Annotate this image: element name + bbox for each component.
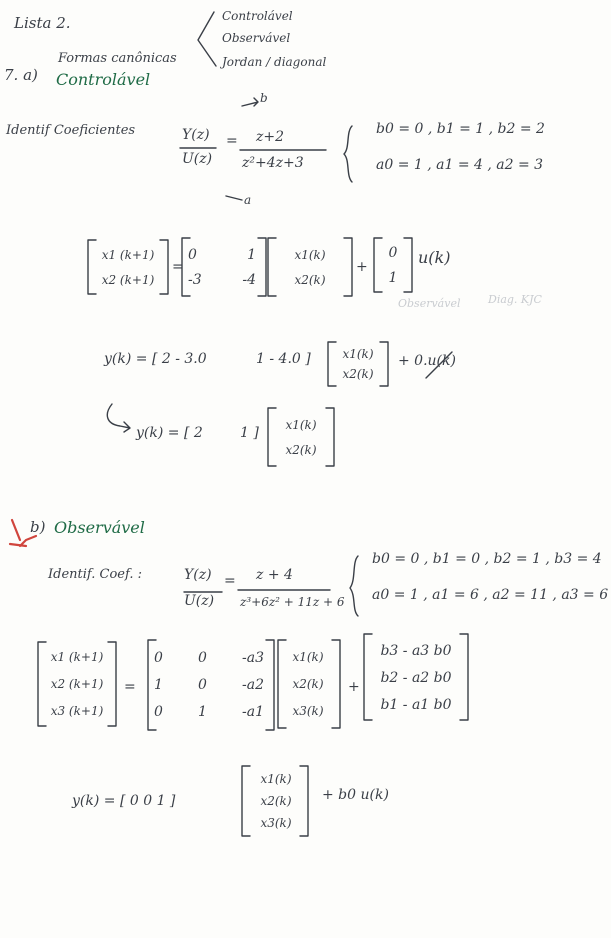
part-a-heading: Controlável: [56, 70, 151, 89]
tf-num-expr-a: z+2: [256, 129, 285, 145]
output-vector-b: x1(k) x2(k) x3(k): [260, 772, 292, 830]
b-vector-a: 0 1: [388, 244, 398, 286]
output-2-vector: x1(k) x2(k): [285, 417, 317, 457]
u-term-a: u(k): [418, 248, 451, 267]
tf-num-expr-b: z + 4: [256, 567, 293, 583]
coeffs-a-b: a0 = 1 , a1 = 6 , a2 = 11 , a3 = 6: [372, 587, 609, 603]
tf-num-label-b: Y(z): [184, 567, 212, 583]
coeffs-b-a: b0 = 0 , b1 = 1 , b2 = 2: [376, 121, 545, 137]
tf-den-expr-b: z³+6z² + 11z + 6: [240, 595, 345, 609]
annot-a: a: [244, 193, 252, 207]
page-title: Lista 2.: [14, 14, 71, 32]
output-1-mid: 1 - 4.0 ]: [256, 351, 311, 367]
a-matrix-b: 0 0 -a3 1 0 -a2 0 1 -a1: [154, 649, 264, 721]
header-brace: [198, 12, 216, 66]
brace-item-3: Jordan / diagonal: [222, 55, 327, 69]
x-vector-a: x1(k) x2(k): [294, 247, 326, 287]
equals-sign: =: [172, 259, 184, 275]
annot-b: b: [260, 91, 268, 105]
coeffs-a-a: a0 = 1 , a1 = 4 , a2 = 3: [376, 157, 544, 173]
output-1-lhs: y(k) = [ 2 - 3.0: [104, 351, 207, 367]
output-lhs-b: y(k) = [ 0 0 1 ]: [72, 793, 176, 809]
coeff-brace-a: [344, 126, 352, 182]
identify-label-b: Identif. Coef. :: [48, 567, 142, 582]
part-b-label: b): [30, 518, 46, 536]
output-rhs-b: + b0 u(k): [322, 787, 389, 803]
part-a-label: 7. a): [4, 66, 38, 84]
state-vector-b: x1 (k+1) x2 (k+1) x3 (k+1): [50, 650, 104, 718]
faded-text-right: Diag. KJC: [488, 293, 542, 306]
plus-sign: +: [348, 679, 360, 695]
plus-sign: +: [356, 259, 368, 275]
tf-den-label-b: U(z): [184, 593, 215, 609]
equals-sign: =: [124, 679, 136, 695]
tf-den-expr-a: z²+4z+3: [242, 155, 304, 171]
b-vector-b: b3 - a3 b0 b2 - a2 b0 b1 - a1 b0: [380, 643, 452, 713]
tf-num-label-a: Y(z): [182, 127, 210, 143]
brace-item-2: Observável: [222, 31, 291, 45]
identify-label-a: Identif Coeficientes: [6, 123, 136, 138]
output-1-rhs: + 0.u(k): [398, 353, 456, 369]
coeffs-b-b: b0 = 0 , b1 = 0 , b2 = 1 , b3 = 4: [372, 551, 602, 567]
brace-item-1: Controlável: [222, 9, 293, 23]
tf-den-label-a: U(z): [182, 151, 213, 167]
topic-label: Formas canônicas: [58, 51, 177, 66]
coeff-brace-b: [350, 556, 358, 616]
output-2-lhs: y(k) = [ 2: [136, 425, 203, 441]
part-b-heading: Observável: [54, 518, 145, 537]
x-vector-b: x1(k) x2(k) x3(k): [292, 650, 324, 718]
a-matrix-a: 0 1 -3 -4: [188, 246, 256, 288]
output-2-mid: 1 ]: [240, 425, 259, 441]
output-1-vector: x1(k) x2(k): [342, 347, 374, 381]
state-vector-a: x1 (k+1) x2 (k+1): [101, 247, 155, 287]
faded-text-left: Observável: [398, 297, 461, 310]
equals-sign: =: [224, 573, 236, 589]
equals-sign: =: [226, 133, 238, 149]
